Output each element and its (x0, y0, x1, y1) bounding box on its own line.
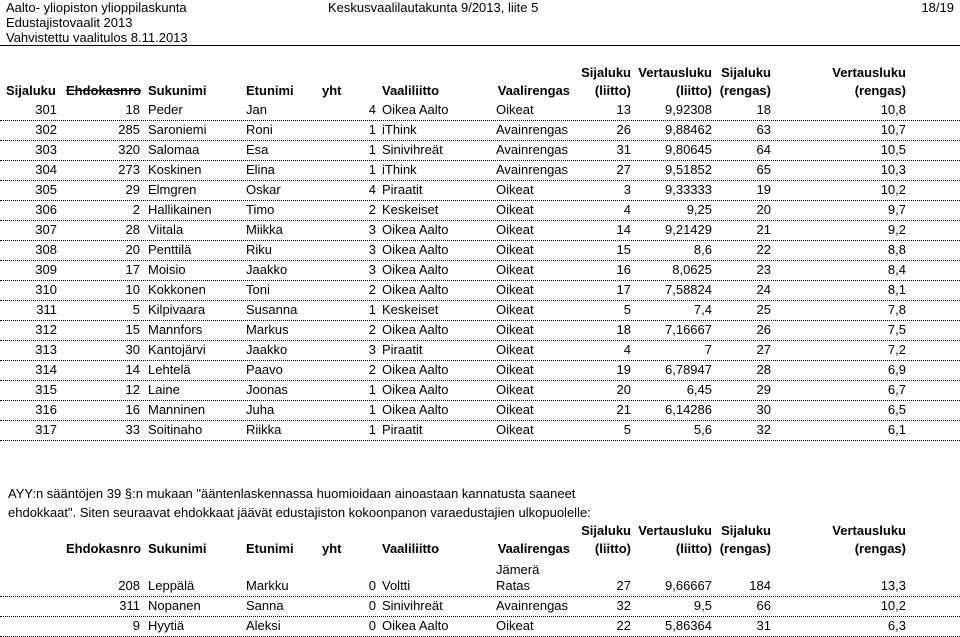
cell-sija-liitto: 5 (623, 422, 631, 437)
cell-vert-liitto: 9,21429 (665, 222, 712, 237)
cell-vaalirengas: Oikeat (496, 222, 534, 237)
cell-vert-rengas: 6,1 (887, 422, 906, 437)
cell-vaalirengas: Oikeat (496, 382, 534, 397)
cell-yht: 1 (368, 382, 376, 397)
cell-vert-liitto: 9,88462 (665, 122, 712, 137)
cell-yht: 3 (368, 262, 376, 277)
cell-sijaluku: 305 (35, 182, 57, 197)
header-divider (0, 45, 960, 46)
cell-yht: 1 (368, 162, 376, 177)
cell-sukunimi: Laine (148, 382, 180, 397)
cell-etunimi: Riikka (246, 422, 282, 437)
table-row (0, 300, 960, 321)
cell-vaalirengas: Oikeat (496, 422, 534, 437)
cell-sijaluku: 313 (35, 342, 57, 357)
cell-sija-liitto: 26 (616, 122, 631, 137)
cell-vaaliliitto: Oikea Aalto (382, 102, 449, 117)
cell-vert-rengas: 8,8 (887, 242, 906, 257)
cell-sija-liitto: 21 (616, 402, 631, 417)
election-name: Edustajistovaalit 2013 (6, 15, 133, 30)
cell-vert-rengas: 7,5 (887, 322, 906, 337)
cell-yht: 0 (368, 578, 376, 593)
cell-ehdokasnro: 18 (125, 102, 140, 117)
note-line-2: ehdokkaat". Siten seuraavat ehdokkaat jäävät edustajiston kokoonpanon varaedustajien ulkopuolelle: (8, 505, 591, 520)
cell-vert-liitto: 9,92308 (665, 102, 712, 117)
cell-vaaliliitto: Oikea Aalto (382, 282, 449, 297)
cell-vert-rengas: 13,3 (880, 578, 906, 593)
cell-vert-liitto: 9,51852 (665, 162, 712, 177)
cell-sija-rengas: 24 (756, 282, 771, 297)
cell-vert-rengas: 10,7 (880, 122, 906, 137)
table-row (0, 100, 960, 121)
cell-vert-liitto: 8,0625 (672, 262, 712, 277)
cell-vaalirengas-b: Oikeat (496, 618, 534, 633)
table-row (0, 616, 960, 637)
cell-sijaluku: 302 (35, 122, 57, 137)
cell-etunimi: Miikka (246, 222, 283, 237)
cell-sijaluku: 314 (35, 362, 57, 377)
cell-vert-liitto: 6,78947 (665, 362, 712, 377)
cell-ehdokasnro: 30 (125, 342, 140, 357)
cell-ehdokasnro: 2 (132, 202, 140, 217)
page-number: 18/19 (921, 0, 954, 15)
cell-ehdokasnro: 285 (118, 122, 140, 137)
th-vaalirengas: Vaalirengas (497, 83, 570, 98)
cell-vaalirengas-b: Avainrengas (496, 598, 569, 613)
th-sijaluku-liitto-2: (liitto) (594, 83, 631, 98)
cell-vaaliliitto: Oikea Aalto (382, 242, 449, 257)
table-row (0, 420, 960, 441)
cell-etunimi: Jaakko (246, 262, 288, 277)
cell-vert-rengas: 7,8 (887, 302, 906, 317)
cell-etunimi: Juha (246, 402, 275, 417)
cell-vaaliliitto: Sinivihreät (382, 142, 443, 157)
t2-th-ehdokasnro: Ehdokasnro (66, 541, 142, 556)
cell-vert-liitto: 8,6 (693, 242, 712, 257)
th-vaaliliitto: Vaaliliitto (382, 83, 440, 98)
cell-vaalirengas: Oikeat (496, 302, 534, 317)
cell-sija-rengas: 28 (756, 362, 771, 377)
cell-ehdokasnro: 273 (118, 162, 140, 177)
cell-vert-rengas: 9,2 (887, 222, 906, 237)
cell-vaalirengas: Oikeat (496, 102, 534, 117)
cell-sijaluku: 307 (35, 222, 57, 237)
cell-vaalirengas: Oikeat (496, 342, 534, 357)
cell-yht: 0 (368, 618, 376, 633)
cell-sija-liitto: 18 (616, 322, 631, 337)
cell-sija-liitto: 17 (616, 282, 631, 297)
cell-ehdokasnro: 33 (125, 422, 140, 437)
confirmation-date: Vahvistettu vaalitulos 8.11.2013 (6, 30, 188, 45)
cell-sukunimi: Salomaa (148, 142, 200, 157)
cell-sukunimi: Lehtelä (148, 362, 191, 377)
th-etunimi: Etunimi (246, 83, 294, 98)
cell-vaalirengas-line1: Jämerä (496, 562, 540, 577)
table-row (0, 360, 960, 381)
cell-sukunimi: Peder (148, 102, 183, 117)
cell-ehdokasnro: 208 (118, 578, 140, 593)
t2-th-yht: yht (322, 541, 342, 556)
cell-yht: 2 (368, 362, 376, 377)
cell-sija-rengas: 25 (756, 302, 771, 317)
cell-sijaluku: 311 (36, 302, 57, 317)
cell-ehdokasnro: 16 (125, 402, 140, 417)
th-ehdokasnro: Ehdokasnro (66, 83, 142, 98)
th-vertausluku-rengas-2: (rengas) (854, 83, 906, 98)
cell-etunimi: Jaakko (246, 342, 288, 357)
cell-ehdokasnro: 29 (125, 182, 140, 197)
cell-yht: 1 (368, 422, 376, 437)
cell-vert-liitto: 9,80645 (665, 142, 712, 157)
cell-sukunimi: Saroniemi (148, 122, 207, 137)
cell-etunimi: Sanna (246, 598, 284, 613)
cell-vert-rengas: 10,5 (880, 142, 906, 157)
cell-etunimi: Markku (246, 578, 289, 593)
cell-etunimi: Toni (246, 282, 270, 297)
table-row (0, 596, 960, 617)
cell-vaalirengas: Oikeat (496, 362, 534, 377)
t2-th-vertausluku-liitto-1: Vertausluku (638, 523, 712, 538)
cell-ehdokasnro: 320 (118, 142, 140, 157)
cell-ehdokasnro: 5 (132, 302, 140, 317)
cell-vaaliliitto: Oikea Aalto (382, 222, 449, 237)
table-row (0, 260, 960, 281)
cell-yht: 3 (368, 242, 376, 257)
table-row (0, 180, 960, 201)
cell-sukunimi: Hyytiä (148, 618, 185, 633)
cell-ehdokasnro: 28 (125, 222, 140, 237)
cell-sija-liitto: 14 (616, 222, 631, 237)
cell-vert-liitto: 5,6 (693, 422, 712, 437)
cell-vaaliliitto: iThink (382, 122, 417, 137)
cell-vaalirengas-b: Ratas (496, 578, 530, 593)
table-row (0, 400, 960, 421)
table-row (0, 280, 960, 301)
table-row (0, 562, 960, 597)
cell-yht: 2 (368, 202, 376, 217)
cell-etunimi: Aleksi (246, 618, 281, 633)
cell-sijaluku: 316 (35, 402, 57, 417)
cell-vaaliliitto: Piraatit (382, 182, 423, 197)
cell-vaaliliitto: Keskeiset (382, 202, 439, 217)
cell-sukunimi: Kantojärvi (148, 342, 206, 357)
cell-sija-liitto: 4 (623, 342, 631, 357)
cell-sija-rengas: 21 (756, 222, 771, 237)
cell-vert-rengas: 6,5 (887, 402, 906, 417)
cell-sija-rengas: 184 (749, 578, 771, 593)
th-yht: yht (322, 83, 342, 98)
cell-vert-liitto: 7,58824 (665, 282, 712, 297)
cell-vert-liitto: 7 (704, 342, 712, 357)
cell-sija-liitto: 27 (616, 162, 631, 177)
table-row (0, 240, 960, 261)
th-sukunimi: Sukunimi (148, 83, 207, 98)
table-row (0, 320, 960, 341)
table-row (0, 340, 960, 361)
cell-vaalirengas: Oikeat (496, 402, 534, 417)
cell-sijaluku: 301 (35, 102, 57, 117)
cell-vaaliliitto: Oikea Aalto (382, 402, 449, 417)
cell-yht: 1 (368, 302, 376, 317)
cell-vert-rengas: 9,7 (887, 202, 906, 217)
cell-etunimi: Paavo (246, 362, 283, 377)
cell-sija-liitto: 5 (623, 302, 631, 317)
t2-th-sijaluku-rengas-1: Sijaluku (721, 523, 771, 538)
cell-vert-rengas: 6,3 (887, 618, 906, 633)
cell-sija-rengas: 31 (756, 618, 771, 633)
cell-vert-liitto: 9,25 (686, 202, 712, 217)
cell-sukunimi: Moisio (148, 262, 186, 277)
cell-sukunimi: Penttilä (148, 242, 192, 257)
cell-sija-rengas: 29 (756, 382, 771, 397)
cell-sija-rengas: 23 (756, 262, 771, 277)
cell-vaaliliitto: Oikea Aalto (382, 362, 449, 377)
cell-yht: 4 (368, 182, 376, 197)
cell-vert-liitto: 5,86364 (665, 618, 712, 633)
cell-sija-rengas: 18 (756, 102, 771, 117)
cell-etunimi: Oskar (246, 182, 281, 197)
cell-sukunimi: Kilpivaara (148, 302, 206, 317)
cell-vert-rengas: 7,2 (887, 342, 906, 357)
th-sijaluku-liitto-1: Sijaluku (581, 65, 631, 80)
cell-sija-rengas: 64 (756, 142, 771, 157)
cell-ehdokasnro: 9 (132, 618, 140, 633)
cell-vert-liitto: 9,5 (693, 598, 712, 613)
cell-vaalirengas: Oikeat (496, 202, 534, 217)
t2-th-etunimi: Etunimi (246, 541, 294, 556)
th-sijaluku-rengas-1: Sijaluku (721, 65, 771, 80)
cell-vert-rengas: 10,3 (880, 162, 906, 177)
th-sijaluku-rengas-2: (rengas) (719, 83, 771, 98)
cell-sijaluku: 312 (35, 322, 57, 337)
cell-sija-liitto: 19 (616, 362, 631, 377)
t2-th-sijaluku-liitto-1: Sijaluku (581, 523, 631, 538)
cell-sija-rengas: 65 (756, 162, 771, 177)
cell-sukunimi: Hallikainen (148, 202, 212, 217)
cell-sija-liitto: 31 (616, 142, 631, 157)
cell-yht: 2 (368, 282, 376, 297)
document-reference: Keskusvaalilautakunta 9/2013, liite 5 (328, 0, 539, 15)
cell-sija-liitto: 13 (616, 102, 631, 117)
cell-vaaliliitto: Oikea Aalto (382, 322, 449, 337)
cell-ehdokasnro: 17 (125, 262, 140, 277)
cell-ehdokasnro: 10 (125, 282, 140, 297)
cell-ehdokasnro: 20 (125, 242, 140, 257)
cell-vaalirengas: Avainrengas (496, 142, 569, 157)
cell-yht: 1 (368, 122, 376, 137)
cell-vert-rengas: 10,8 (880, 102, 906, 117)
cell-vert-liitto: 6,45 (686, 382, 712, 397)
cell-etunimi: Timo (246, 202, 275, 217)
cell-vaalirengas: Oikeat (496, 242, 534, 257)
cell-vert-liitto: 7,16667 (665, 322, 712, 337)
cell-sijaluku: 309 (35, 262, 57, 277)
cell-sukunimi: Viitala (148, 222, 184, 237)
cell-vaalirengas: Avainrengas (496, 122, 569, 137)
cell-sija-liitto: 22 (616, 618, 631, 633)
cell-vaalirengas: Oikeat (496, 282, 534, 297)
cell-vaaliliitto: Sinivihreät (382, 598, 443, 613)
th-sijaluku: Sijaluku (6, 83, 56, 98)
cell-sija-rengas: 63 (756, 122, 771, 137)
cell-yht: 3 (368, 342, 376, 357)
cell-vaaliliitto: Keskeiset (382, 302, 439, 317)
cell-sijaluku: 317 (35, 422, 57, 437)
th-vertausluku-rengas-1: Vertausluku (832, 65, 906, 80)
cell-etunimi: Esa (246, 142, 269, 157)
cell-sija-liitto: 4 (623, 202, 631, 217)
table-row (0, 160, 960, 181)
cell-yht: 1 (368, 402, 376, 417)
cell-etunimi: Joonas (246, 382, 288, 397)
cell-vaalirengas: Avainrengas (496, 162, 569, 177)
cell-vert-liitto: 9,66667 (665, 578, 712, 593)
cell-etunimi: Jan (246, 102, 267, 117)
cell-sukunimi: Elmgren (148, 182, 197, 197)
cell-ehdokasnro: 15 (125, 322, 140, 337)
cell-yht: 1 (368, 142, 376, 157)
cell-sijaluku: 304 (35, 162, 57, 177)
cell-vaaliliitto: Oikea Aalto (382, 382, 449, 397)
cell-sijaluku: 303 (35, 142, 57, 157)
cell-etunimi: Elina (246, 162, 275, 177)
table-row (0, 120, 960, 141)
cell-vert-rengas: 6,7 (887, 382, 906, 397)
cell-sukunimi: Nopanen (148, 598, 201, 613)
cell-etunimi: Markus (246, 322, 289, 337)
cell-sija-liitto: 16 (616, 262, 631, 277)
cell-sija-rengas: 30 (756, 402, 771, 417)
cell-sukunimi: Kokkonen (148, 282, 206, 297)
cell-vaaliliitto: Oikea Aalto (382, 262, 449, 277)
cell-sija-rengas: 32 (756, 422, 771, 437)
cell-vert-rengas: 8,4 (887, 262, 906, 277)
cell-sija-liitto: 3 (623, 182, 631, 197)
cell-sijaluku: 306 (35, 202, 57, 217)
t2-th-vertausluku-rengas-2: (rengas) (854, 541, 906, 556)
cell-yht: 2 (368, 322, 376, 337)
cell-sija-rengas: 66 (756, 598, 771, 613)
t2-th-sijaluku-liitto-2: (liitto) (594, 541, 631, 556)
t2-th-sukunimi: Sukunimi (148, 541, 207, 556)
cell-yht: 3 (368, 222, 376, 237)
cell-vert-liitto: 9,33333 (665, 182, 712, 197)
cell-sija-liitto: 20 (616, 382, 631, 397)
cell-vert-liitto: 6,14286 (665, 402, 712, 417)
cell-vaalirengas: Oikeat (496, 322, 534, 337)
cell-ehdokasnro: 14 (125, 362, 140, 377)
th-vertausluku-liitto-2: (liitto) (675, 83, 712, 98)
cell-sukunimi: Manninen (148, 402, 206, 417)
cell-vert-liitto: 7,4 (693, 302, 712, 317)
cell-sukunimi: Mannfors (148, 322, 203, 337)
cell-vaalirengas: Oikeat (496, 262, 534, 277)
cell-vert-rengas: 6,9 (887, 362, 906, 377)
cell-vaalirengas: Oikeat (496, 182, 534, 197)
t2-th-vaalirengas: Vaalirengas (497, 541, 570, 556)
table-row (0, 200, 960, 221)
cell-vaaliliitto: Piraatit (382, 422, 423, 437)
cell-sija-rengas: 20 (756, 202, 771, 217)
cell-sukunimi: Koskinen (148, 162, 202, 177)
cell-sijaluku: 315 (35, 382, 57, 397)
cell-etunimi: Riku (246, 242, 273, 257)
cell-vaaliliitto: Voltti (382, 578, 411, 593)
cell-vert-rengas: 8,1 (887, 282, 906, 297)
cell-yht: 0 (368, 598, 376, 613)
cell-etunimi: Susanna (246, 302, 298, 317)
t2-th-vertausluku-rengas-1: Vertausluku (832, 523, 906, 538)
cell-vaaliliitto: Piraatit (382, 342, 423, 357)
cell-yht: 4 (368, 102, 376, 117)
cell-sija-rengas: 22 (756, 242, 771, 257)
th-vertausluku-liitto-1: Vertausluku (638, 65, 712, 80)
cell-sija-rengas: 26 (756, 322, 771, 337)
cell-sija-rengas: 19 (756, 182, 771, 197)
cell-ehdokasnro: 12 (125, 382, 140, 397)
cell-sijaluku: 308 (35, 242, 57, 257)
cell-vaaliliitto: iThink (382, 162, 417, 177)
cell-vert-rengas: 10,2 (880, 598, 906, 613)
t2-th-vertausluku-liitto-2: (liitto) (675, 541, 712, 556)
cell-sijaluku: 310 (35, 282, 57, 297)
cell-sija-liitto: 27 (616, 578, 631, 593)
table-row (0, 140, 960, 161)
cell-sija-liitto: 32 (616, 598, 631, 613)
cell-sija-liitto: 15 (616, 242, 631, 257)
cell-ehdokasnro: 311 (119, 598, 140, 613)
table-row (0, 380, 960, 401)
cell-sukunimi: Soitinaho (148, 422, 203, 437)
t2-th-vaaliliitto: Vaaliliitto (382, 541, 440, 556)
cell-sija-rengas: 27 (756, 342, 771, 357)
table-row (0, 220, 960, 241)
t2-th-sijaluku-rengas-2: (rengas) (719, 541, 771, 556)
org-name: Aalto- yliopiston ylioppilaskunta (6, 0, 187, 15)
cell-vert-rengas: 10,2 (880, 182, 906, 197)
cell-sukunimi: Leppälä (148, 578, 195, 593)
cell-vaaliliitto: Oikea Aalto (382, 618, 449, 633)
note-line-1: AYY:n sääntöjen 39 §:n mukaan "ääntenlaskennassa huomioidaan ainoastaan kannatusta saaneet (8, 486, 576, 501)
cell-etunimi: Roni (246, 122, 273, 137)
